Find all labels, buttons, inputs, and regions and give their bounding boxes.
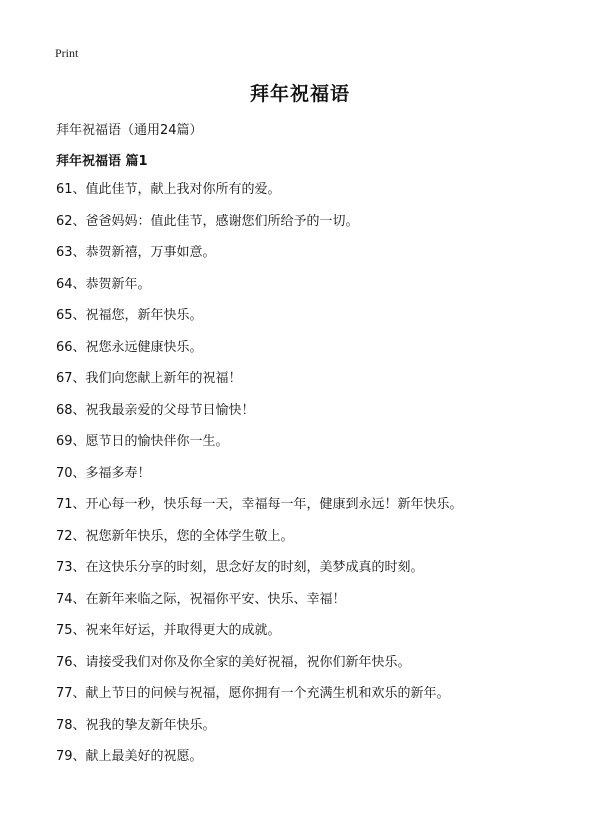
document-subtitle: 拜年祝福语（通用24篇）: [56, 123, 203, 138]
list-item: 74、在新年来临之际，祝福你平安、快乐、幸福！: [56, 591, 346, 607]
list-item: 65、祝福您，新年快乐。: [56, 308, 203, 323]
list-item: 61、值此佳节，献上我对你所有的爱。: [56, 182, 281, 197]
list-item: 79、献上最美好的祝愿。: [56, 749, 203, 764]
print-label: Print: [55, 46, 79, 60]
list-item: 70、多福多寿！: [56, 465, 151, 481]
list-item: 77、献上节日的问候与祝福，愿你拥有一个充满生机和欢乐的新年。: [56, 686, 450, 701]
list-item: 73、在这快乐分享的时刻，思念好友的时刻，美梦成真的时刻。: [56, 560, 424, 575]
list-item: 67、我们向您献上新年的祝福！: [56, 371, 242, 386]
list-item: 76、请接受我们对你及你全家的美好祝福，祝你们新年快乐。: [56, 654, 411, 670]
list-item: 64、恭贺新年。: [56, 276, 151, 292]
list-item: 72、祝您新年快乐，您的全体学生敬上。: [56, 528, 294, 544]
list-item: 75、祝来年好运，并取得更大的成就。: [56, 623, 281, 638]
list-item: 78、祝我的挚友新年快乐。: [56, 717, 216, 733]
greeting-list: [56, 182, 576, 781]
list-item: 68、祝我最亲爱的父母节日愉快！: [56, 402, 255, 418]
list-item: 63、恭贺新禧，万事如意。: [56, 245, 216, 260]
page-title: 拜年祝福语: [249, 83, 350, 105]
list-item: 62、爸爸妈妈：值此佳节，感谢您们所给予的一切。: [56, 213, 359, 229]
list-item: 66、祝您永远健康快乐。: [56, 339, 203, 355]
list-item: 69、愿节日的愉快伴你一生。: [56, 434, 229, 449]
list-item: 71、开心每一秒，快乐每一天，幸福每一年，健康到永远！新年快乐。: [56, 497, 463, 512]
section-heading: 拜年祝福语 篇1: [56, 154, 148, 169]
